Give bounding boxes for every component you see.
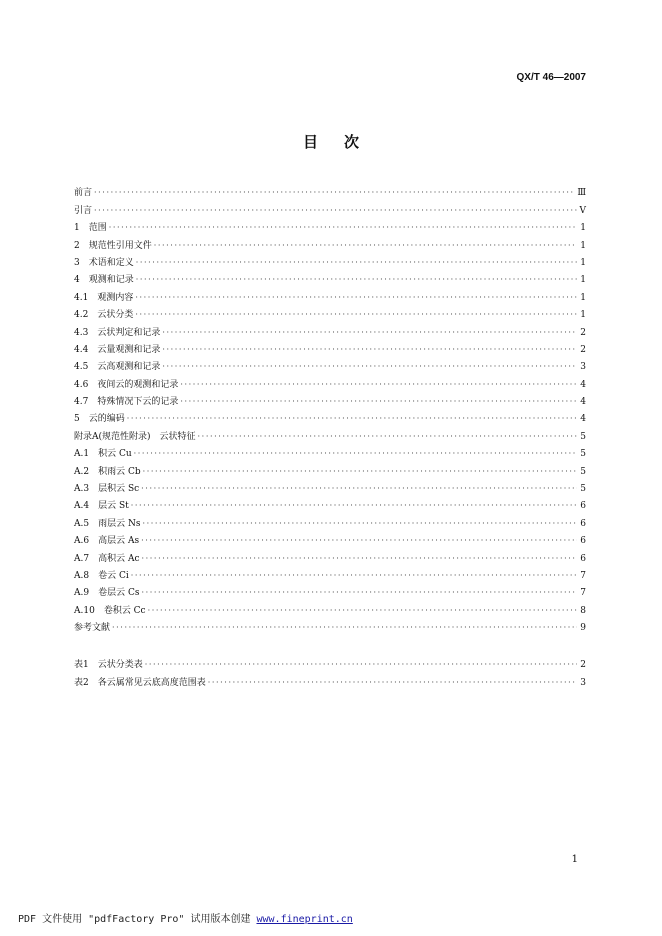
toc-entry[interactable] (74, 616, 586, 633)
toc-leader-dots (136, 258, 578, 268)
toc-title: 目次 (302, 133, 385, 151)
toc-entry[interactable] (74, 303, 586, 320)
toc-entry-label: 1 范围 (74, 223, 107, 234)
toc-entry[interactable] (74, 581, 586, 598)
toc-entry-label: A.9 卷层云 Cs (74, 588, 140, 599)
toc-entry-label: 5 云的编码 (74, 414, 125, 425)
toc-entry-label: A.4 层云 St (74, 501, 129, 512)
toc-entry-page: 1 (580, 292, 586, 303)
toc-leader-dots (131, 571, 578, 581)
toc-entry[interactable] (74, 670, 586, 687)
toc-entry-page: Ⅴ (579, 205, 586, 216)
toc-entry-page: Ⅲ (577, 188, 586, 199)
toc-entry-label: 引言 (74, 205, 93, 216)
toc-entry-label: A.8 卷云 Ci (74, 570, 129, 581)
footer-link[interactable]: www.fineprint.cn (256, 914, 353, 925)
toc-entry-page: 5 (580, 449, 586, 460)
toc-leader-dots (208, 678, 578, 688)
toc-entry-page: 3 (580, 677, 586, 688)
toc-entry-label: A.10 卷积云 Cc (74, 605, 146, 616)
toc-entry-page: 1 (580, 240, 586, 251)
toc-entry-label: 4.3 云状判定和记录 (74, 327, 161, 338)
toc-entry[interactable] (74, 598, 586, 615)
toc-leader-dots (142, 519, 577, 529)
toc-entry-label: A.7 高积云 Ac (74, 553, 140, 564)
page-number: 1 (571, 854, 578, 865)
toc-leader-dots (198, 432, 578, 442)
toc-entry[interactable] (74, 268, 586, 285)
toc-entry-label: A.1 积云 Cu (74, 449, 132, 460)
toc-entry-label: A.3 层积云 Sc (74, 484, 140, 495)
toc-leader-dots (134, 449, 578, 459)
toc-entry-page: 4 (580, 414, 586, 425)
toc-entry-page: 2 (580, 327, 586, 338)
toc-entry-label: 前言 (74, 188, 93, 199)
toc-entry[interactable] (74, 355, 586, 372)
toc-entry-label: A.2 积雨云 Cb (74, 466, 141, 477)
toc-entry-page: 2 (580, 660, 586, 671)
toc-entry-label: 附录A(规范性附录) 云状特征 (74, 431, 196, 442)
toc-leader-dots (162, 328, 577, 338)
toc-leader-dots (162, 362, 577, 372)
toc-entry-page: 1 (580, 257, 586, 268)
toc-entry-page: 1 (580, 310, 586, 321)
toc-leader-dots (94, 206, 576, 216)
toc-entry-label: 4.4 云量观测和记录 (74, 344, 161, 355)
toc-entry[interactable] (74, 216, 586, 233)
toc-leader-dots (180, 397, 577, 407)
toc-entry-page: 4 (580, 379, 586, 390)
toc-entry[interactable] (74, 198, 586, 215)
toc-entry[interactable] (74, 442, 586, 459)
toc-entry[interactable] (74, 251, 586, 268)
toc-entry-label: 4.7 特殊情况下云的记录 (74, 397, 179, 408)
toc-tables-list (74, 653, 586, 688)
toc-entry-label: A.5 雨层云 Ns (74, 518, 141, 529)
toc-entry-label: 3 术语和定义 (74, 257, 134, 268)
toc-leader-dots (162, 345, 577, 355)
toc-entry-page: 5 (580, 431, 586, 442)
toc-entry-label: 4 观测和记录 (74, 275, 134, 286)
toc-entry-label: 表1 云状分类表 (74, 660, 143, 671)
toc-entry[interactable] (74, 285, 586, 302)
toc-entry[interactable] (74, 494, 586, 511)
toc-entry-page: 7 (580, 588, 586, 599)
toc-entry[interactable] (74, 320, 586, 337)
toc-entry-page: 6 (580, 553, 586, 564)
toc-entry[interactable] (74, 372, 586, 389)
toc-entry[interactable] (74, 564, 586, 581)
footer (18, 910, 353, 925)
toc-leader-dots (141, 588, 577, 598)
document-code: QX/T 46—2007 (516, 72, 586, 83)
toc-entry-page: 1 (580, 223, 586, 234)
toc-entry[interactable] (74, 459, 586, 476)
toc-entry-label: 表2 各云属常见云底高度范围表 (74, 677, 206, 688)
toc-leader-dots (145, 660, 578, 670)
toc-entry[interactable] (74, 529, 586, 546)
toc-leader-dots (127, 414, 578, 424)
toc-entry-label: 参考文献 (74, 623, 111, 634)
toc-main-list (74, 181, 586, 633)
toc-leader-dots (141, 484, 577, 494)
toc-entry[interactable] (74, 653, 586, 670)
toc-entry-page: 5 (580, 484, 586, 495)
toc-entry-label: A.6 高层云 As (74, 536, 140, 547)
toc-entry-label: 4.6 夜间云的观测和记录 (74, 379, 179, 390)
toc-leader-dots (112, 623, 577, 633)
toc-entry-page: 5 (580, 466, 586, 477)
toc-entry-page: 1 (580, 275, 586, 286)
toc-entry[interactable] (74, 233, 586, 250)
toc-entry-page: 2 (580, 344, 586, 355)
toc-leader-dots (131, 501, 578, 511)
toc-entry-page: 6 (580, 536, 586, 547)
toc-leader-dots (109, 223, 578, 233)
toc-leader-dots (94, 188, 574, 198)
toc-entry-page: 9 (580, 623, 586, 634)
toc-leader-dots (154, 241, 578, 251)
toc-entry-label: 4.5 云高观测和记录 (74, 362, 161, 373)
toc-entry-label: 4.2 云状分类 (74, 310, 134, 321)
toc-entry-label: 4.1 观测内容 (74, 292, 134, 303)
toc-entry[interactable] (74, 390, 586, 407)
toc-entry[interactable] (74, 511, 586, 528)
toc-entry-page: 7 (580, 570, 586, 581)
footer-text: PDF 文件使用 "pdfFactory Pro" 试用版本创建 (18, 914, 257, 925)
toc-entry[interactable] (74, 338, 586, 355)
toc-entry-page: 3 (580, 362, 586, 373)
toc-entry[interactable] (74, 477, 586, 494)
toc-leader-dots (135, 293, 577, 303)
toc-entry-label: 2 规范性引用文件 (74, 240, 152, 251)
toc-leader-dots (143, 467, 578, 477)
toc-entry-page: 8 (580, 605, 586, 616)
toc-leader-dots (180, 380, 577, 390)
toc-entry[interactable] (74, 407, 586, 424)
toc-entry-page: 4 (580, 397, 586, 408)
toc-entry-page: 6 (580, 501, 586, 512)
toc-entry[interactable] (74, 424, 586, 441)
toc-entry[interactable] (74, 546, 586, 563)
toc-leader-dots (142, 554, 578, 564)
toc-entry-page: 6 (580, 518, 586, 529)
toc-leader-dots (148, 606, 578, 616)
toc-entry[interactable] (74, 181, 586, 198)
toc-leader-dots (141, 536, 577, 546)
toc-leader-dots (136, 275, 578, 285)
toc-leader-dots (135, 310, 577, 320)
